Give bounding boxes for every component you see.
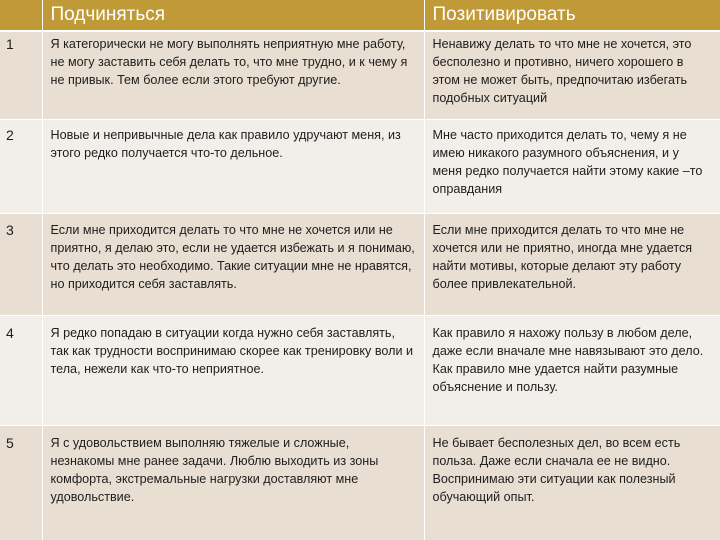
header-positive: Позитивировать (424, 0, 720, 31)
table-row (0, 214, 720, 316)
row-number: 4 (0, 316, 42, 426)
positive-cell: Как правило я нахожу пользу в любом деле, даже если вначале мне навязывают это дело. Как правило мне удается найти разумные объяснение и пользу. (424, 316, 720, 426)
submit-cell: Я категорически не могу выполнять неприятную мне работу, не могу заставить себя делать то, что мне трудно, и к чему я не привык. Тем более если этого требуют другие. (42, 31, 424, 120)
positive-cell: Если мне приходится делать то что мне не хочется или не приятно, иногда мне удается найти мотивы, которые делают эту работу более привлекательной. (424, 214, 720, 316)
positive-cell: Не бывает бесполезных дел, во всем есть польза. Даже если сначала ее не видно. Воспринимаю эти ситуации как полезный обучающий опыт. (424, 426, 720, 540)
header-submit: Подчиняться (42, 0, 424, 31)
row-number: 3 (0, 214, 42, 316)
table-row (0, 31, 720, 120)
submit-cell: Я с удовольствием выполняю тяжелые и сложные, незнакомы мне ранее задачи. Люблю выходить из зоны комфорта, экстремальные нагрузки доставляют мне удовольствие. (42, 426, 424, 540)
submit-cell: Я редко попадаю в ситуации когда нужно себя заставлять, так как трудности воспринимаю скорее как тренировку воли и тела, нежели как что-то неприятное. (42, 316, 424, 426)
submit-cell: Если мне приходится делать то что мне не хочется или не приятно, я делаю это, если не удается избежать и я понимаю, что делать это необходимо. Такие ситуации мне не нравятся, но приходится себя заставлять. (42, 214, 424, 316)
positive-cell: Ненавижу делать то что мне не хочется, это бесполезно и противно, ничего хорошего в этом не может быть, предпочитаю избегать подобных ситуаций (424, 31, 720, 120)
header-row (0, 0, 720, 31)
positive-cell: Мне часто приходится делать то, чему я не имею никакого разумного объяснения, и у меня редко получается найти этому какие –то оправдания (424, 120, 720, 214)
submit-cell: Новые и непривычные дела как правило удручают меня, из этого редко получается что-то дельное. (42, 120, 424, 214)
header-number (0, 0, 42, 31)
table-row (0, 426, 720, 540)
table-row (0, 120, 720, 214)
row-number: 1 (0, 31, 42, 120)
row-number: 2 (0, 120, 42, 214)
table-row (0, 316, 720, 426)
row-number: 5 (0, 426, 42, 540)
